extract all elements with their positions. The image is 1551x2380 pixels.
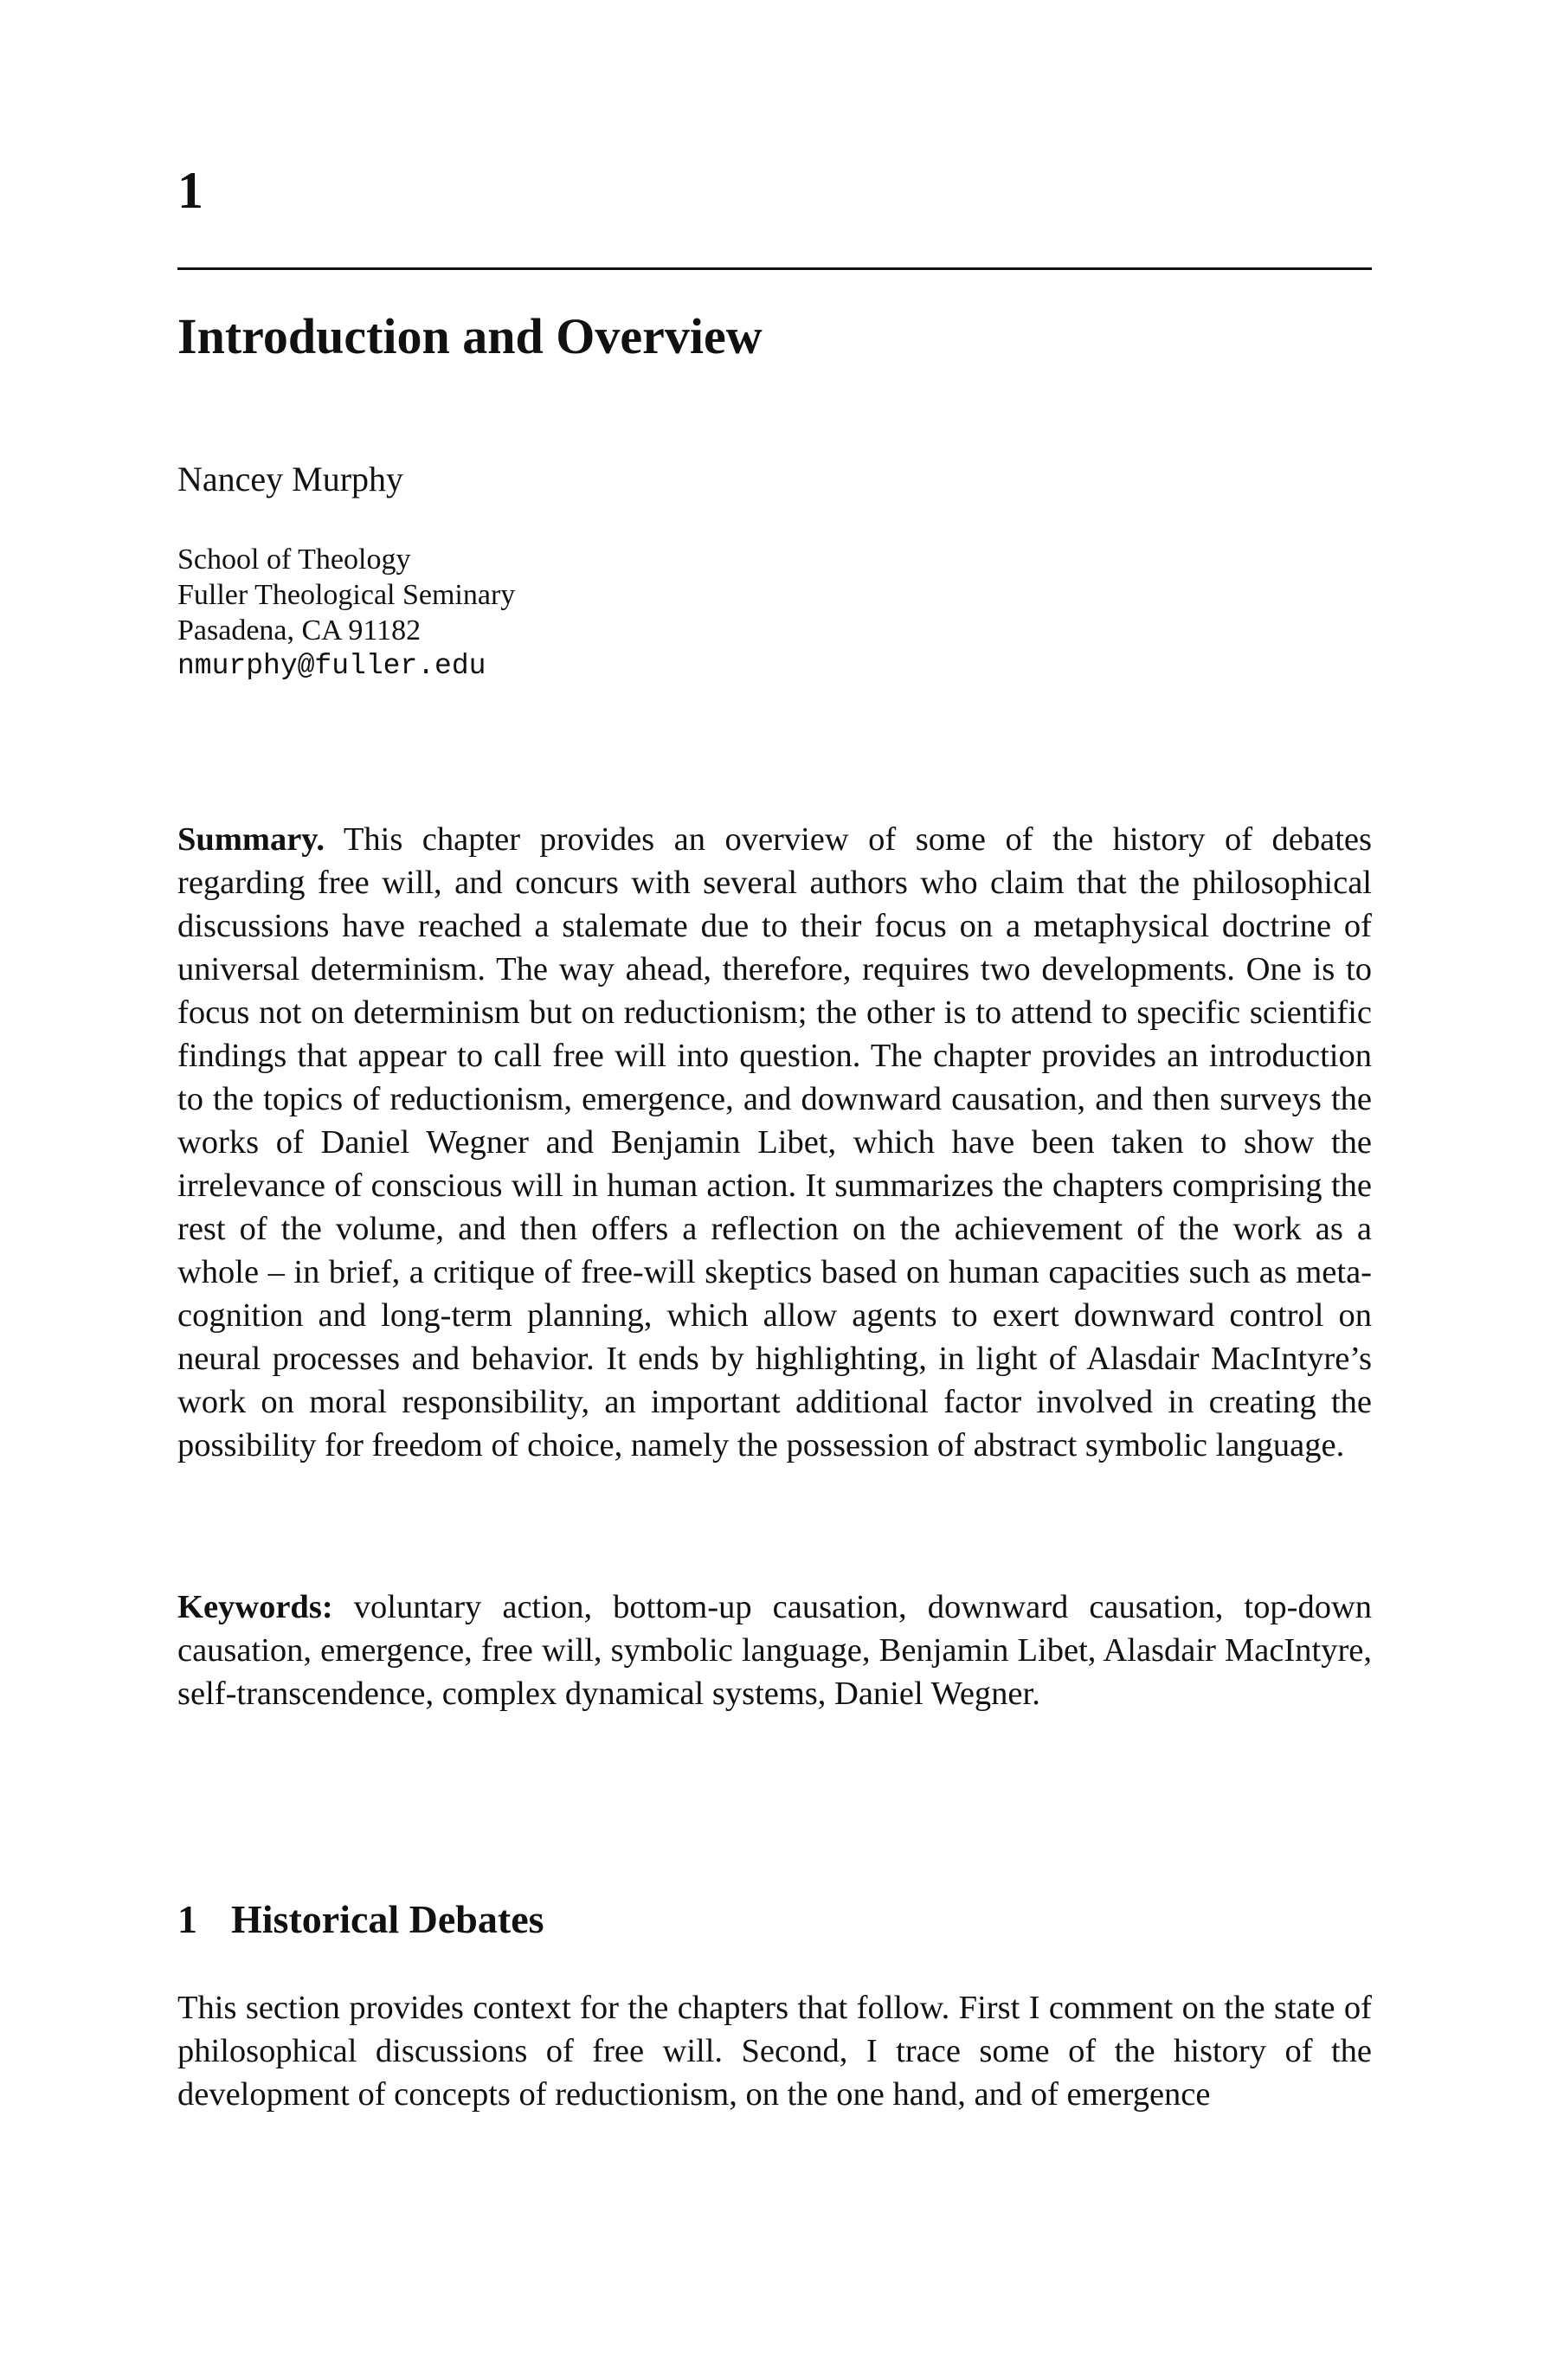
keywords-text: voluntary action, bottom-up causation, downward causation, top-down causation, emergence, free will, symbolic language, Benjamin Libet, Alasdair MacIntyre, self-transcendence, complex dynamical systems, Daniel Wegner. xyxy=(177,1589,1373,1712)
keywords-label: Keywords: xyxy=(177,1589,333,1625)
chapter-title: Introduction and Overview xyxy=(177,308,763,364)
chapter-rule xyxy=(177,267,1372,270)
affiliation-institution: Fuller Theological Seminary xyxy=(177,579,516,611)
summary-text: This chapter provides an overview of some of the history of debates regarding free will, and concurs with several authors who claim that the philosophical discussions have reached a stalemate due to their focus on a metaphysical doctrine of universal determinism. The way ahead, therefore, requires two developments. One is to focus not on determinism but on reductionism; the other is to attend to specific scientific findings that appear to call free will into question. The chapter provides an introduction to the topics of reductionism, emergence, and downward causation, and then surveys the works of Daniel Wegner and Benjamin Libet, which have been taken to show the irrelevance of conscious will in human action. It summarizes the chapters comprising the rest of the volume, and then offers a reflection on the achievement of the work as a whole – in brief, a critique of free-will skeptics based on human capacities such as meta-cognition and long-term planning, which allow agents to exert downward control on neural processes and behavior. It ends by highlighting, in light of Alasdair MacIntyre’s work on moral responsibility, an important additional factor involved in creating the possibility for freedom of choice, namely the possession of abstract symbolic language. xyxy=(177,821,1372,1463)
section-title: Historical Debates xyxy=(231,1897,544,1941)
author-email[interactable]: nmurphy@fuller.edu xyxy=(177,650,486,682)
chapter-number: 1 xyxy=(177,162,203,219)
section-body-paragraph: This section provides context for the chapters that follow. First I comment on the state of philosophical discussions of free will. Second, I trace some of the history of the development of concepts of reductionism, on the one hand, and of emergence xyxy=(177,1990,1372,2113)
keywords-paragraph xyxy=(177,1586,1372,1715)
summary-label: Summary. xyxy=(177,821,325,858)
author-affiliation xyxy=(177,542,515,684)
summary-paragraph xyxy=(177,818,1372,1467)
affiliation-school: School of Theology xyxy=(177,544,411,576)
author-name: Nancey Murphy xyxy=(177,460,404,499)
affiliation-address: Pasadena, CA 91182 xyxy=(177,614,422,646)
section-number: 1 xyxy=(177,1897,197,1941)
section-heading xyxy=(177,1895,544,1943)
